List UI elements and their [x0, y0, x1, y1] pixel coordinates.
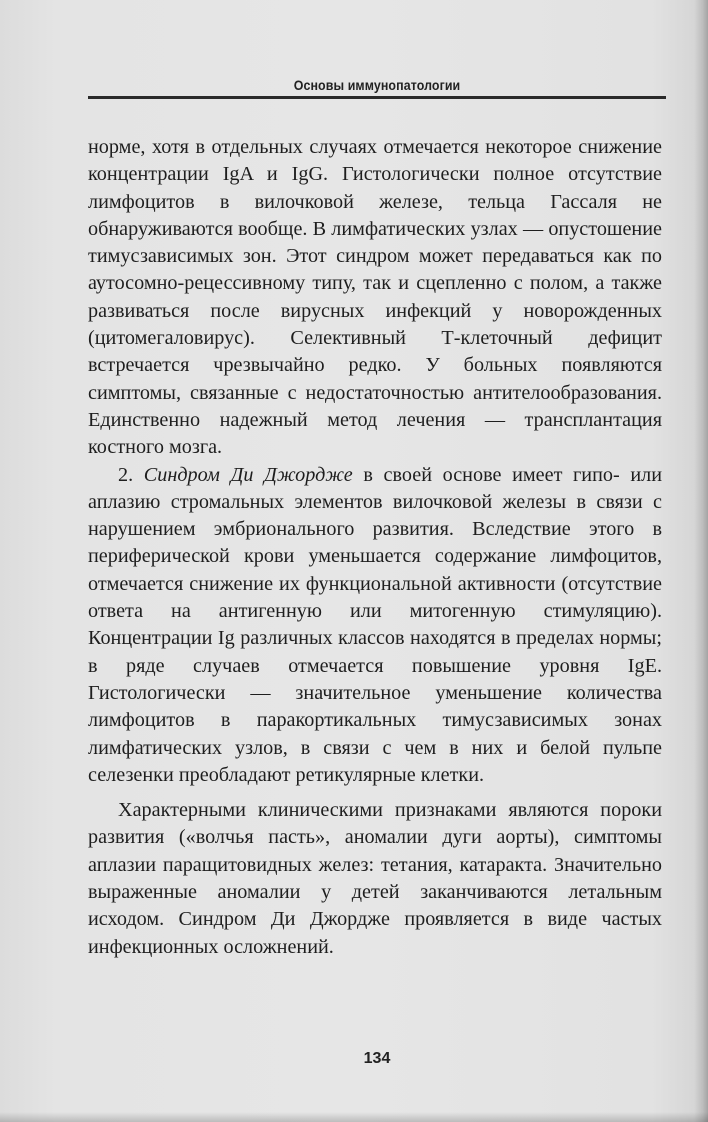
syndrome-term: Синдром Ди Джордже — [143, 463, 353, 486]
page-bottom-shadow — [0, 1112, 708, 1122]
paragraph-3: Характерными клиническими признаками являются пороки развития («волчья пасть», аномалии дуги аорты), симптомы аплазии паращитовидных желез: тетания, катаракта. Значительно выраженные аномалии у детей заканчиваются летальным исходом. Синдром Ди Джордже проявляется в виде частых инфекционных осложнений. — [88, 799, 662, 958]
page-body — [88, 134, 662, 961]
paragraph-2-text: в своей основе имеет гипо- или аплазию стромальных элементов вилочковой железы в связи с нарушением эмбрионального развития. Вследствие этого в периферической крови уменьшается содержание лимфоцитов, отмечается снижение их функциональной активности (отсутствие ответа на антигенную или митогенную стимуляцию). Концентрации Ig различных классов находятся в пределах нормы; в ряде случаев отмечается повышение уровня IgE. Гистологически — значительное уменьшение количества лимфоцитов в паракортикальных тимусзависимых зонах лимфатических узлов, в связи с чем в них и белой пульпе селезенки преобладают ретикулярные клетки. — [88, 463, 663, 786]
page-edge-shadow — [694, 0, 708, 1122]
list-number: 2. — [118, 463, 134, 486]
header-rule — [88, 96, 666, 99]
page-number: 134 — [363, 1050, 391, 1067]
running-head: Основы иммунопатологии — [293, 78, 461, 93]
paragraph-2 — [88, 462, 662, 790]
paragraph-1: норме, хотя в отдельных случаях отмечается некоторое снижение концентрации IgA и IgG. Гистологически полное отсутствие лимфоцитов в вилочковой железе, тельца Гассаля не обнаруживаются вообще. В лимфатических узлах — опустошение тимусзависимых зон. Этот синдром может передаваться как по аутосомно-рецессивному типу, так и сцепленно с полом, а также развиваться после вирусных инфекций у новорожденных (цитомегаловирус). Селективный Т-клеточный дефицит встречается чрезвычайно редко. У больных появляются симптомы, связанные с недостаточностью антителообразования. Единственно надежный метод лечения — трансплантация костного мозга. — [88, 136, 662, 459]
